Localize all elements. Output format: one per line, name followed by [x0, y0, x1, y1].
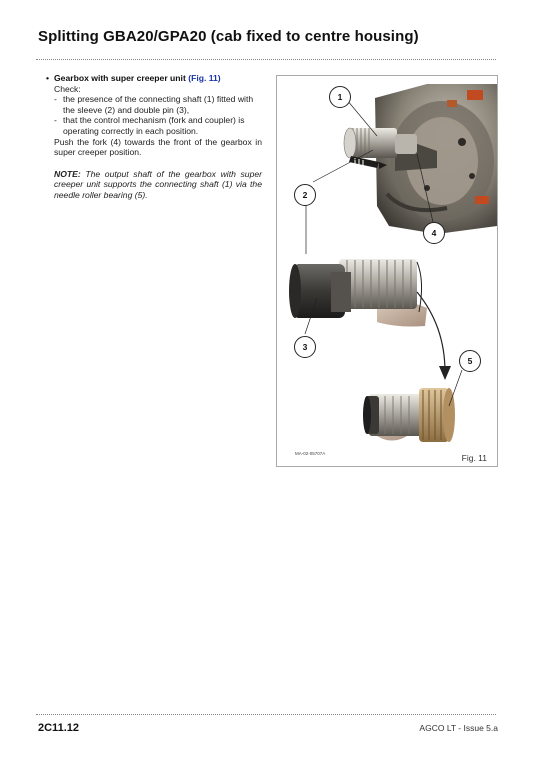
issue-label: AGCO LT - Issue 5.a: [419, 723, 498, 733]
instruction-text: Push the fork (4) towards the front of the gearbox in super creeper position.: [54, 136, 262, 158]
section-heading: [46, 73, 262, 84]
page-number: 2C11.12: [38, 722, 79, 734]
callout-4: 4: [423, 222, 445, 244]
note-label: NOTE:: [54, 168, 81, 179]
dash-marker: -: [54, 94, 57, 105]
note: [54, 169, 262, 201]
callout-3: 3: [294, 336, 316, 358]
check-item: [54, 94, 262, 115]
footer-divider: [36, 714, 496, 715]
page-title: Splitting GBA20/GPA20 (cab fixed to centre housing): [38, 28, 419, 45]
check-label: Check:: [54, 83, 81, 94]
figure-caption: Fig. 11: [461, 453, 487, 463]
callout-2: 2: [294, 184, 316, 206]
callout-1: 1: [329, 86, 351, 108]
check-item-text: that the control mechanism (fork and coupler) is operating correctly in each position.: [63, 115, 245, 136]
sleeve-shaft-photo: [289, 259, 427, 327]
callout-5: 5: [459, 350, 481, 372]
bullet: •: [46, 73, 50, 83]
needle-bearing-photo: [363, 388, 455, 442]
leader-line-bearing: [449, 370, 462, 406]
gearbox-housing-photo: [344, 84, 497, 234]
procedure-text: [46, 73, 262, 201]
figure-reference-link[interactable]: (Fig. 11): [188, 73, 221, 83]
curved-arrow: [417, 292, 451, 380]
note-text: The output shaft of the gearbox with super creeper unit supports the connecting shaft (1) via the needle roller bearing (5).: [54, 168, 262, 200]
check-item-text: the presence of the connecting shaft (1) fitted with the sleeve (2) and double pin (3),: [63, 94, 254, 115]
check-item: [54, 115, 262, 136]
figure-code: MA-02-05707A: [295, 451, 326, 456]
dash-marker: -: [54, 115, 57, 126]
figure-11: [276, 75, 498, 467]
section-heading-text: Gearbox with super creeper unit: [54, 73, 186, 83]
title-divider: [36, 59, 496, 60]
gearbox-illustration: [277, 76, 497, 466]
